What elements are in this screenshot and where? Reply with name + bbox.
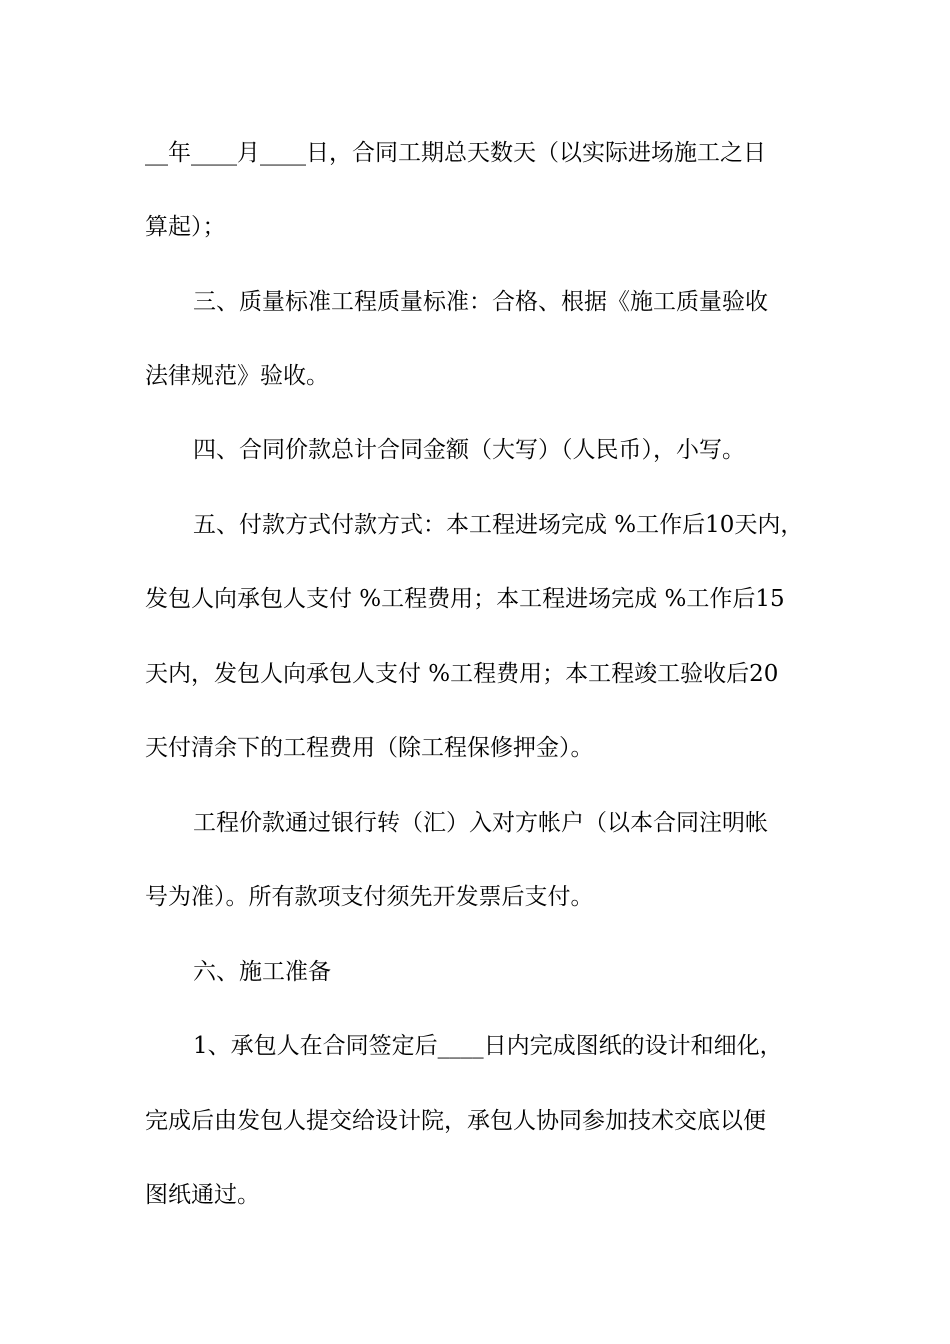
section-contract-price: 四、合同价款总计合同金额（大写）（人民币），小写。 <box>193 437 745 463</box>
text-line-payment-4: 天付清余下的工程费用（除工程保修押金）。 <box>145 735 594 761</box>
text-line-bank-transfer-cont: 号为准）。所有款项支付须先开发票后支付。 <box>145 884 594 910</box>
text-line-drawings-end: 图纸通过。 <box>145 1182 260 1208</box>
section-quality-standard: 三、质量标准工程质量标准：合格、根据《施工质量验收 <box>193 289 768 315</box>
text-line-quality-cont: 法律规范》验收。 <box>145 363 329 389</box>
document-page <box>145 0 815 1344</box>
text-line-drawings-cont: 完成后由发包人提交给设计院，承包人协同参加技术交底以便 <box>145 1108 766 1134</box>
section-construction-prep: 六、施工准备 <box>193 959 331 985</box>
text-line-schedule-cont: 算起）； <box>145 214 226 240</box>
item-1-drawings: 1、承包人在合同签定后____日内完成图纸的设计和细化， <box>193 1033 783 1059</box>
section-payment-method: 五、付款方式付款方式：本工程进场完成 %工作后10天内， <box>193 512 804 538</box>
text-line-payment-3: 天内，发包人向承包人支付 %工程费用；本工程竣工验收后20 <box>145 661 779 687</box>
text-line-schedule: __年____月____日，合同工期总天数天（以实际进场施工之日 <box>145 140 766 166</box>
text-line-payment-2: 发包人向承包人支付 %工程费用；本工程进场完成 %工作后15 <box>145 586 785 612</box>
paragraph-bank-transfer: 工程价款通过银行转（汇）入对方帐户（以本合同注明帐 <box>193 810 768 836</box>
